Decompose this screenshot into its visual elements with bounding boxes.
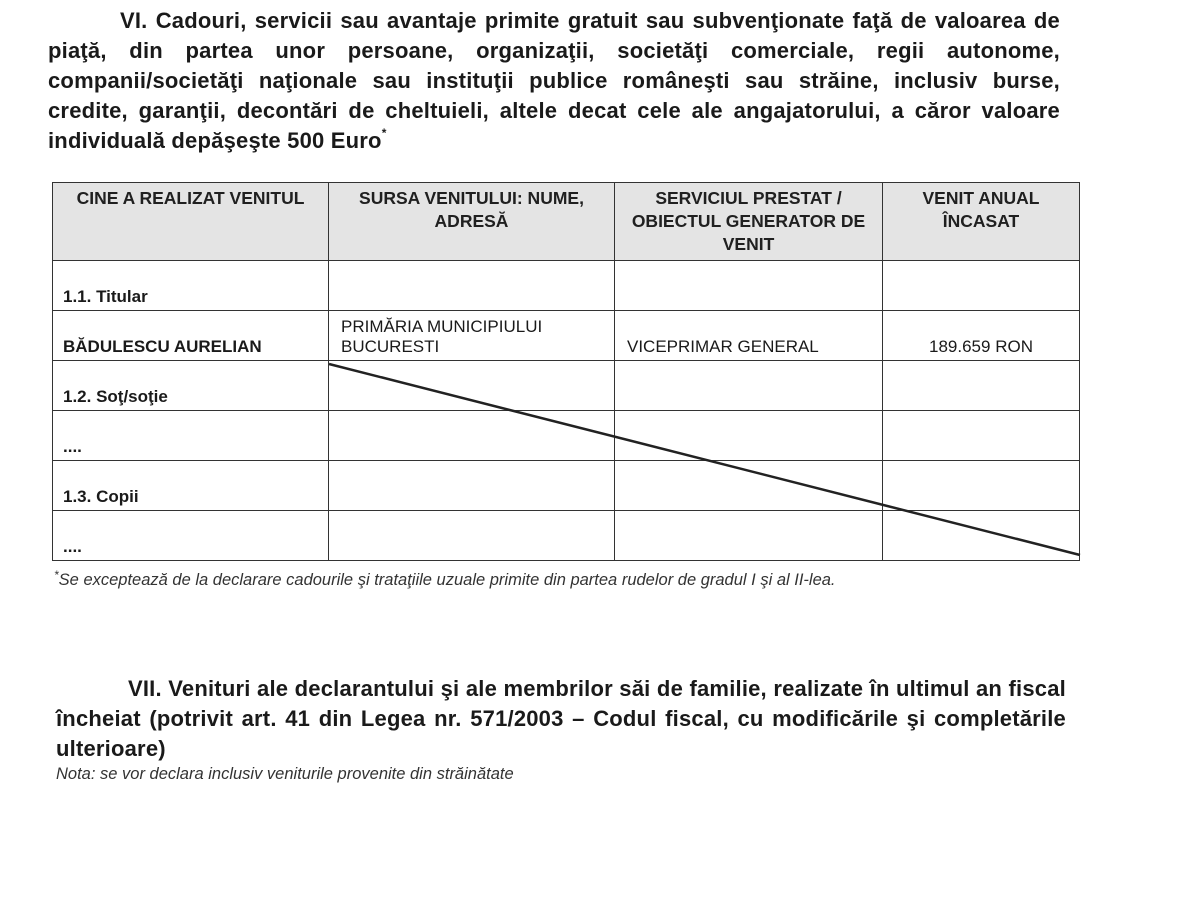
row-source <box>329 361 615 411</box>
row-service: VICEPRIMAR GENERAL <box>615 311 883 361</box>
row-income <box>883 411 1080 461</box>
section-6-heading <box>48 6 1060 156</box>
row-label: 1.1. Titular <box>53 261 329 311</box>
row-income: 189.659 RON <box>883 311 1080 361</box>
row-service <box>615 411 883 461</box>
row-label: .... <box>53 411 329 461</box>
row-source <box>329 461 615 511</box>
table-row <box>53 361 1080 411</box>
section-7-heading: VII. Venituri ale declarantului şi ale membrilor săi de familie, realizate în ultimul an fiscal încheiat (potrivit art. 41 din Legea nr. 571/2003 – Codul fiscal, cu modificările şi completările ulterioare) <box>56 676 1066 761</box>
header-income: VENIT ANUAL ÎNCASAT <box>883 183 1080 261</box>
footnote-text: Se exceptează de la declarare cadourile şi trataţiile uzuale primite din partea rudelor de gradul I şi al II-lea. <box>58 571 836 589</box>
header-who: CINE A REALIZAT VENITUL <box>53 183 329 261</box>
row-label: .... <box>53 511 329 561</box>
row-service <box>615 461 883 511</box>
header-source: SURSA VENITULUI: NUME, ADRESĂ <box>329 183 615 261</box>
row-income <box>883 361 1080 411</box>
header-service: SERVICIUL PRESTAT / OBIECTUL GENERATOR DE VENIT <box>615 183 883 261</box>
row-service <box>615 361 883 411</box>
table-row <box>53 311 1080 361</box>
gifts-table <box>52 182 1080 561</box>
table-row <box>53 261 1080 311</box>
row-income <box>883 461 1080 511</box>
section-6-heading-text: VI. Cadouri, servicii sau avantaje primite gratuit sau subvenţionate faţă de valoarea de piaţă, din partea unor persoane, organizaţii, societăţi comerciale, regii autonome, companii/societăţi naţionale sau instituţii publice româneşti sau străine, inclusiv burse, credite, garanţii, decontări de cheltuieli, altele decat cele ale angajatorului, a căror valoare individuală depăşeşte 500 Euro <box>48 8 1060 153</box>
row-source <box>329 261 615 311</box>
row-service <box>615 261 883 311</box>
row-label: 1.2. Soţ/soţie <box>53 361 329 411</box>
section-7-note: Nota: se vor declara inclusiv veniturile provenite din străinătate <box>56 765 514 783</box>
footnote <box>54 568 1066 592</box>
row-income <box>883 511 1080 561</box>
row-source <box>329 511 615 561</box>
table-header-row <box>53 183 1080 261</box>
row-label: 1.3. Copii <box>53 461 329 511</box>
row-income <box>883 261 1080 311</box>
table-row <box>53 511 1080 561</box>
footnote-marker: * <box>54 568 59 582</box>
heading-footnote-marker: * <box>381 126 387 140</box>
row-label: BĂDULESCU AURELIAN <box>53 311 329 361</box>
row-source: PRIMĂRIA MUNICIPIULUI BUCURESTI <box>329 311 615 361</box>
row-source <box>329 411 615 461</box>
table-row <box>53 411 1080 461</box>
row-service <box>615 511 883 561</box>
table-row <box>53 461 1080 511</box>
